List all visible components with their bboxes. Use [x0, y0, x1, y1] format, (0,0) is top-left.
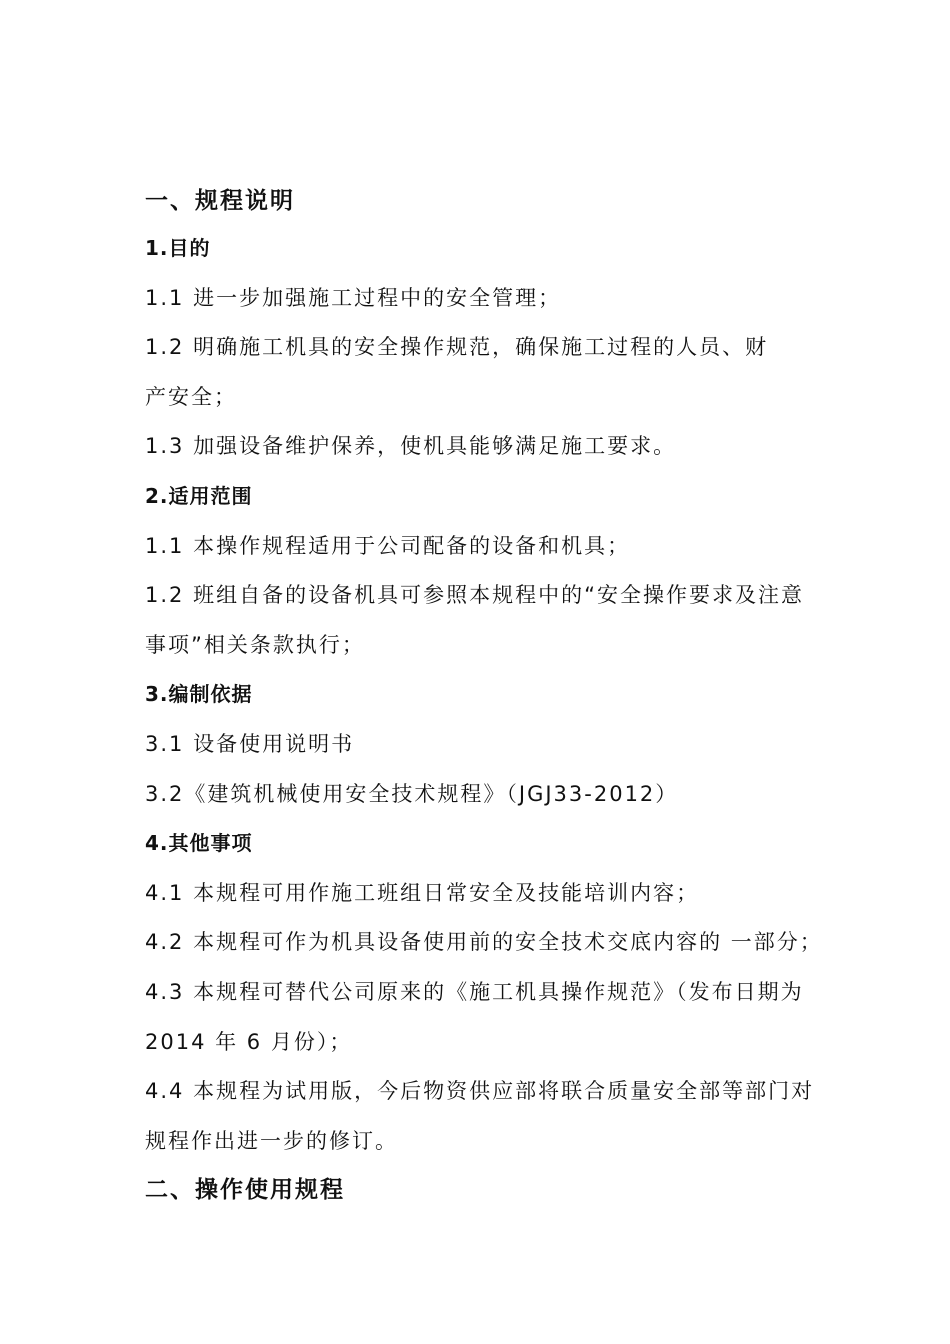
paragraph-line: 1.2 班组自备的设备机具可参照本规程中的“安全操作要求及注意 — [145, 583, 804, 608]
paragraph-line: 1.1 进一步加强施工过程中的安全管理； — [145, 285, 562, 310]
paragraph-line: 2014 年 6 月份）； — [145, 1029, 353, 1054]
paragraph-line: 4.3 本规程可替代公司原来的《施工机具操作规范》（发布日期为 — [145, 979, 804, 1004]
paragraph-line: 1.2 明确施工机具的安全操作规范，确保施工过程的人员、财 — [145, 335, 769, 360]
paragraph-line: 1.1 本操作规程适用于公司配备的设备和机具； — [145, 533, 631, 558]
subsection-heading-scope: 2.适用范围 — [145, 483, 253, 508]
paragraph-line: 3.1 设备使用说明书 — [145, 731, 355, 756]
document-page — [145, 178, 823, 1216]
paragraph-line: 4.4 本规程为试用版，今后物资供应部将联合质量安全部等部门对 — [145, 1079, 815, 1104]
paragraph-line: 规程作出进一步的修订。 — [145, 1128, 398, 1153]
subsection-heading-purpose: 1.目的 — [145, 236, 211, 260]
paragraph-line: 4.2 本规程可作为机具设备使用前的安全技术交底内容的 一部分； — [145, 930, 823, 955]
paragraph-line: 3.2《建筑机械使用安全技术规程》（JGJ33-2012） — [145, 781, 679, 806]
subsection-heading-basis: 3.编制依据 — [145, 682, 253, 707]
paragraph-line: 产安全； — [145, 384, 237, 409]
section-title-2: 二、操作使用规程 — [145, 1177, 345, 1204]
paragraph-line: 1.3 加强设备维护保养，使机具能够满足施工要求。 — [145, 434, 677, 459]
paragraph-line: 事项”相关条款执行； — [145, 632, 365, 657]
section-title-1: 一、规程说明 — [145, 188, 295, 214]
subsection-heading-other: 4.其他事项 — [145, 831, 253, 856]
paragraph-line: 4.1 本规程可用作施工班组日常安全及技能培训内容； — [145, 880, 700, 905]
